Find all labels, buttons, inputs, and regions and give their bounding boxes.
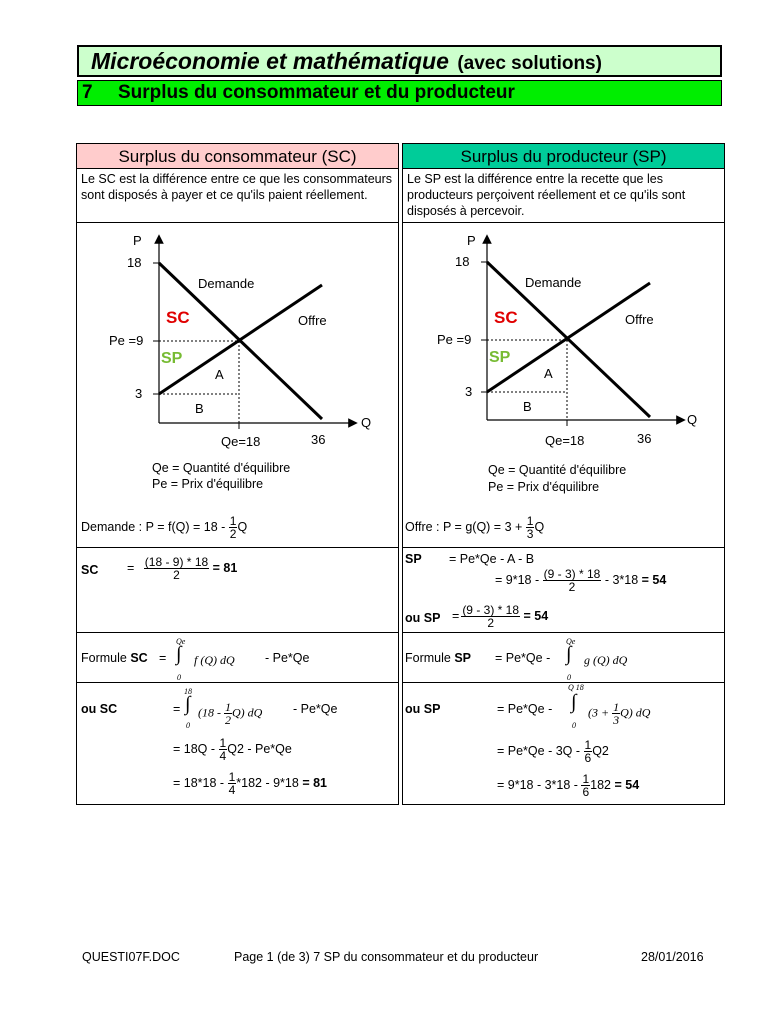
sp-alt-step2: = Pe*Qe - 3Q - $\frac{1}{6}$ Q2 bbox=[497, 738, 609, 765]
area-b-label: B bbox=[523, 399, 532, 414]
sp-graph-cell bbox=[402, 223, 725, 548]
sc-supply-demand-graph bbox=[77, 223, 398, 548]
sc-heading: Surplus du consommateur (SC) bbox=[76, 143, 399, 169]
sc-formula-suffix: - Pe*Qe bbox=[265, 651, 310, 665]
qe-legend: Qe = Quantité d'équilibre bbox=[488, 463, 627, 477]
qe-label: Qe=18 bbox=[221, 434, 261, 449]
supply-label: Offre bbox=[625, 312, 654, 327]
tick-3: 3 bbox=[465, 384, 473, 399]
sp-formula-label: Formule SP bbox=[405, 651, 472, 665]
tick-36: 36 bbox=[637, 431, 652, 446]
pe-legend: Pe = Prix d'équilibre bbox=[488, 480, 600, 494]
p-axis-label: P bbox=[467, 233, 476, 248]
sp-area-label: SP bbox=[489, 349, 511, 366]
sc-alt-label: ou SC bbox=[81, 702, 118, 716]
sp-calc-alt-label: ou SP bbox=[405, 611, 441, 625]
sc-graph-cell bbox=[76, 223, 399, 548]
sc-description: Le SC est la différence entre ce que les consommateurs sont disposés à payer et ce qu'ils paient réellement. bbox=[76, 169, 399, 223]
q-axis-label: Q bbox=[361, 415, 372, 430]
sp-calc-label: SP bbox=[405, 552, 422, 566]
document-title-bar bbox=[77, 45, 722, 77]
sp-alt-label: ou SP bbox=[405, 702, 441, 716]
sp-description: Le SP est la différence entre la recette que les producteurs perçoivent réellement et ce qu'ils sont disposés à percevoir. bbox=[402, 169, 725, 223]
supply-line bbox=[159, 285, 322, 394]
footer-date: 28/01/2016 bbox=[641, 950, 704, 964]
footer-filename: QUESTI07F.DOC bbox=[82, 950, 180, 964]
pe-label: Pe =9 bbox=[109, 333, 144, 348]
document-title: Microéconomie et mathématique bbox=[91, 48, 449, 74]
document-subtitle: (avec solutions) bbox=[457, 53, 602, 74]
supply-line bbox=[487, 283, 650, 392]
sp-calc-line2: = 9*18 - $\frac{(9 - 3) * 18}{2}$ - 3*18 = 54 bbox=[495, 567, 667, 594]
sp-alt-step3: = 9*18 - 3*18 - $\frac{1}{6}$ 182 = 54 bbox=[497, 772, 640, 799]
demand-label: Demande bbox=[198, 276, 255, 291]
tick-18: 18 bbox=[455, 254, 470, 269]
area-a-label: A bbox=[544, 366, 553, 381]
section-title-bar bbox=[77, 80, 722, 106]
qe-label: Qe=18 bbox=[545, 433, 585, 448]
sp-formula-cell: Formule SP = Pe*Qe - Qe ∫ 0 g (Q) dQ bbox=[402, 633, 725, 683]
sc-calc-expression: = $\frac{(18 - 9) * 18}{2}$ = 81 bbox=[127, 555, 238, 582]
area-b-label: B bbox=[195, 401, 204, 416]
sc-alt-suffix: - Pe*Qe bbox=[293, 702, 338, 716]
sp-calc-line1: = Pe*Qe - A - B bbox=[449, 552, 535, 566]
sc-formula-label: Formule SC bbox=[81, 651, 148, 665]
demand-function: Demande : P = f(Q) = 18 - $\frac{1}{2}$ Q bbox=[81, 514, 248, 541]
sp-calc-line3: = $\frac{(9 - 3) * 18}{2}$ = 54 bbox=[452, 603, 549, 630]
sp-area-label: SP bbox=[161, 350, 183, 367]
qe-legend: Qe = Quantité d'équilibre bbox=[152, 461, 291, 475]
section-title: Surplus du consommateur et du producteur bbox=[118, 82, 515, 103]
pe-legend: Pe = Prix d'équilibre bbox=[152, 477, 264, 491]
sc-alternative-cell: ou SC = 18 ∫ 0 (18 - $\frac{1}{2}$ Q) dQ - Pe*Qe = 18Q - $\frac{1}{4}$ Q2 - Pe*Qe = 18*18 - $\frac{1}{4}$ *182 - 9*18 = 81 bbox=[76, 683, 399, 805]
sp-calculation-cell bbox=[402, 548, 725, 633]
tick-18: 18 bbox=[127, 255, 142, 270]
sc-calc-label: SC bbox=[81, 563, 99, 577]
q-axis-label: Q bbox=[687, 412, 698, 427]
sp-alternative-cell: ou SP = Pe*Qe - Q 18 ∫ 0 (3 + $\frac{1}{3}$ Q) dQ = Pe*Qe - 3Q - $\frac{1}{6}$ Q2 = 9*18 - 3*18 - $\frac{1}{6}$ 182 = 54 bbox=[402, 683, 725, 805]
tick-3: 3 bbox=[135, 386, 143, 401]
sc-alt-step3: = 18*18 - $\frac{1}{4}$ *182 - 9*18 = 81 bbox=[173, 770, 327, 797]
sc-alt-step2: = 18Q - $\frac{1}{4}$ Q2 - Pe*Qe bbox=[173, 736, 292, 763]
demand-label: Demande bbox=[525, 275, 582, 290]
sc-area-label: SC bbox=[494, 308, 518, 327]
supply-label: Offre bbox=[298, 313, 327, 328]
section-number: 7 bbox=[82, 82, 93, 103]
sc-calculation-cell bbox=[76, 548, 399, 633]
sp-supply-demand-graph bbox=[403, 223, 724, 548]
tick-36: 36 bbox=[311, 432, 326, 447]
sp-heading: Surplus du producteur (SP) bbox=[402, 143, 725, 169]
pe-label: Pe =9 bbox=[437, 332, 472, 347]
supply-function: Offre : P = g(Q) = 3 + $\frac{1}{3}$ Q bbox=[405, 514, 545, 541]
footer-page-info: Page 1 (de 3) 7 SP du consommateur et du producteur bbox=[234, 950, 539, 964]
area-a-label: A bbox=[215, 367, 224, 382]
sc-area-label: SC bbox=[166, 308, 190, 327]
sc-formula-cell: Formule SC = Qe ∫ 0 f (Q) dQ - Pe*Qe bbox=[76, 633, 399, 683]
p-axis-label: P bbox=[133, 233, 142, 248]
